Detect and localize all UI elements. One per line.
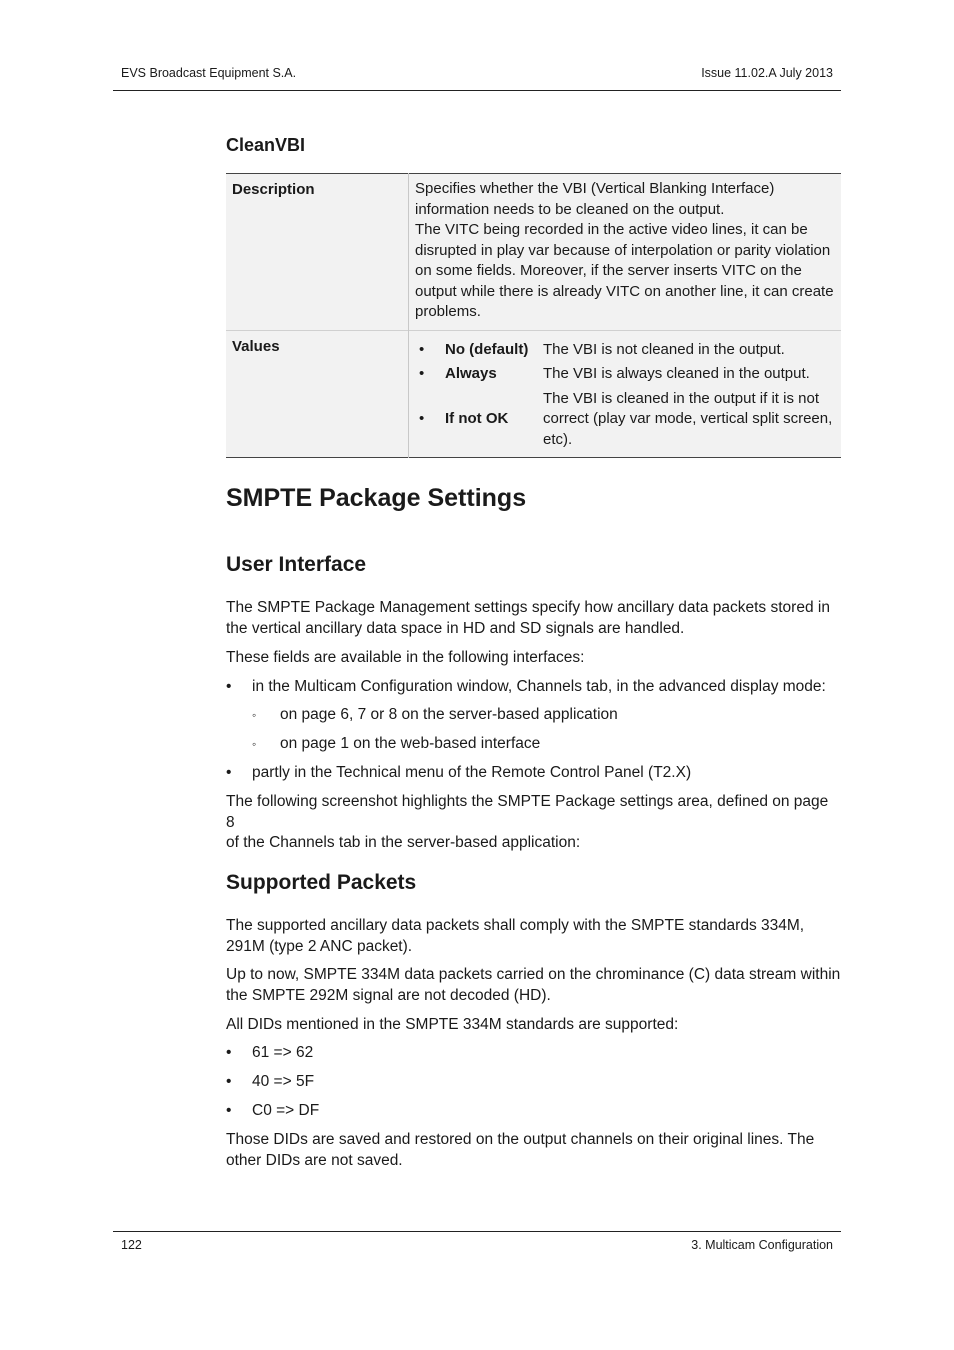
value-bullet: • bbox=[419, 365, 425, 382]
values-label: Values bbox=[226, 330, 409, 458]
value-bullet: • bbox=[419, 340, 425, 358]
packets-paragraph-1: The supported ancillary data packets shall comply with the SMPTE standards 334M, 291M (type 2 ANC packet). bbox=[226, 917, 805, 955]
packets-paragraph-3: All DIDs mentioned in the SMPTE 334M standards are supported: bbox=[226, 1016, 679, 1033]
value-key-if-not-ok: If not OK bbox=[445, 410, 509, 427]
cleanvbi-table bbox=[226, 173, 841, 458]
description-row bbox=[226, 174, 841, 331]
value-desc-always: The VBI is always cleaned in the output. bbox=[543, 365, 810, 382]
page-number: 122 bbox=[121, 1238, 142, 1252]
ui-paragraph-1: The SMPTE Package Management settings specify how ancillary data packets stored in the vertical ancillary data space in HD and SD signals are handled. bbox=[226, 599, 830, 637]
packets-paragraph-4: Those DIDs are saved and restored on the output channels on their original lines. The other DIDs are not saved. bbox=[226, 1131, 815, 1169]
cleanvbi-heading: CleanVBI bbox=[226, 135, 306, 155]
footer-section: 3. Multicam Configuration bbox=[691, 1238, 833, 1252]
packets-paragraph-2: Up to now, SMPTE 334M data packets carried on the chrominance (C) data stream within the SMPTE 292M signal are not decoded (HD). bbox=[226, 966, 841, 1004]
value-key-no-default: No (default) bbox=[445, 340, 529, 358]
ui-paragraph-2: These fields are available in the following interfaces: bbox=[226, 649, 585, 666]
user-interface-heading: User Interface bbox=[226, 553, 367, 576]
value-key-always: Always bbox=[445, 365, 497, 382]
value-desc-no-default: The VBI is not cleaned in the output. bbox=[543, 340, 785, 358]
header-issue: Issue 11.02.A July 2013 bbox=[701, 66, 833, 80]
values-list bbox=[409, 330, 842, 458]
header-rule bbox=[113, 90, 841, 91]
supported-packets-heading: Supported Packets bbox=[226, 871, 417, 894]
description-text: Specifies whether the VBI (Vertical Blanking Interface) information needs to be cleaned on the output. The VITC being recorded in the active video lines, it can be disrupted in play var because of interpolation or parity violation on some fields. Moreover, if the server inserts VITC on the output while there is already VITC on another line, it can create problems. bbox=[409, 174, 842, 331]
value-bullet: • bbox=[419, 410, 425, 427]
ui-paragraph-3: The following screenshot highlights the SMPTE Package settings area, defined on page 8 of the Channels tab in the server-based application: bbox=[226, 793, 829, 851]
value-desc-if-not-ok: The VBI is cleaned in the output if it is not correct (play var mode, vertical split screen, etc). bbox=[543, 389, 833, 448]
page-footer bbox=[113, 1238, 841, 1252]
header-company: EVS Broadcast Equipment S.A. bbox=[121, 66, 297, 80]
values-row bbox=[226, 330, 841, 458]
description-label: Description bbox=[226, 174, 409, 331]
smpte-heading: SMPTE Package Settings bbox=[226, 484, 527, 512]
page-header bbox=[113, 66, 841, 80]
footer-rule bbox=[113, 1231, 841, 1232]
